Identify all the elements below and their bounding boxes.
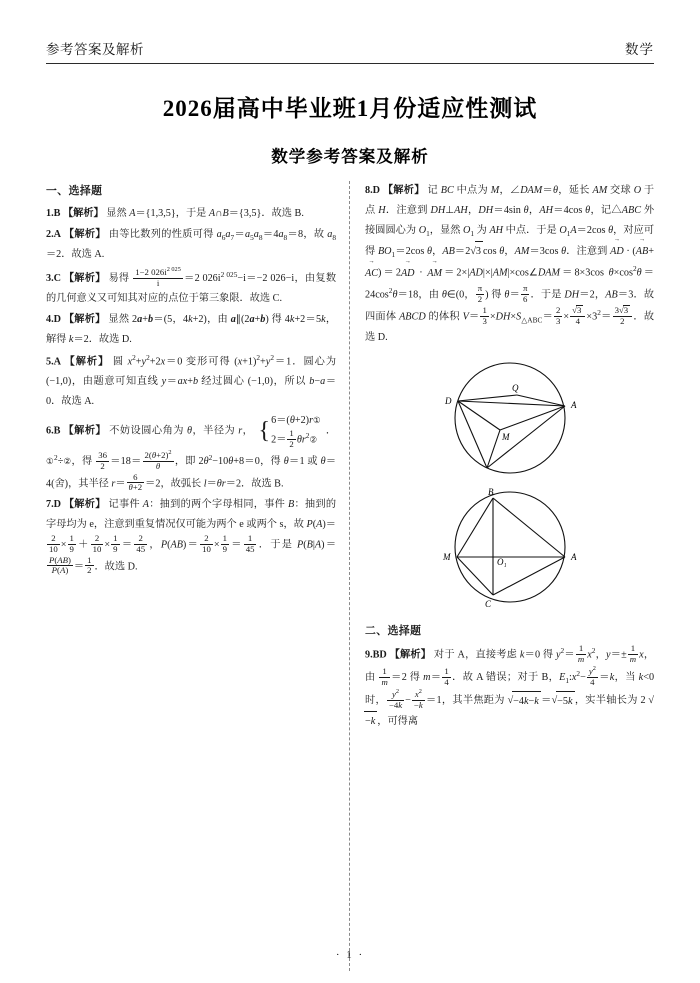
answer-number: 5.A [46,356,61,368]
figures-container [365,358,654,613]
two-column-body [46,181,654,971]
figure2-label-O1: O₁ [496,556,507,567]
circle-diagram-2 [405,485,615,613]
answer-tag: 【解析】 [389,648,432,660]
section-heading-multi-choice: 二、选择题 [365,624,422,637]
answer-tag: 【解析】 [64,356,110,368]
figure1-label-A: A [570,399,576,410]
answer-item-9: 9.BD 【解析】 对于 A，直接考虑 k＝0 得 $y^2=$ $\frac{1}{m}$ $x^2$，y＝± $\frac{1}{m}$ x，由 $\frac{1}{m}$ ＝2 得 m＝ $\frac{1}{4}$ ．故 A 错误；对于 B，$E_1:x^2-$ $\frac{y^2}{4}$ ＝k，当 k<0 时， $\frac{y^2}{-4k}$ − $\frac{x^2}{-k}$ ＝1，其半焦距为 √−4k−k ＝√−5k ，实半轴长为 2 √−k ，可得离 [365,644,654,733]
answer-number: 3.C [46,273,61,285]
answer-item-4: 4.D 【解析】 显然 2a+b＝(5，4k+2)，由 a∥(2a+b) 得 4k+2＝5k，解得 k＝2．故选 D. [46,314,337,346]
answer-number: 2.A [46,228,61,240]
answer-number: 7.D [46,498,61,510]
answer-item-8: 8.D 【解析】 记 BC 中点为 M，∠DAM＝θ，延长 AM 交球 O 于点 H．注意到 DH⊥AH，DH＝4sin θ，AH＝4cos θ，记△ABC 外接圆圆心为 $O_1$，显然 $O_1$ 为 AH 中点．于是 $O_1A=2\cos$ θ，对应可得 $BO_1=2\cos$ θ，AB＝2√3 cos θ，AM＝3cos θ．注意到 AD → · (AB →+AC →)＝2AD → · AM →＝2×|AD|×|AM|×cos∠DAM＝8×3cos $\theta\times\cos^2\theta=24\cos^2\theta=18$，由 θ∈(0， $\frac{\pi}{2}$ ) 得 θ＝ $\frac{\pi}{6}$ ．于是 DH＝2，AB＝3．故四面体 ABCD 的体积 V＝ $\frac{1}{3}$ $\times DH\times S_{\triangle ABC}=$ $\frac{2}{3}$ × $\frac{√3}{4}$ $\times 3^2=$ $\frac{3√3}{2}$ ．故选 D. [365,181,654,348]
answer-tag: 【解析】 [63,498,106,510]
answer-tag: 【解析】 [63,314,106,326]
left-column [46,181,350,971]
circle-diagram-1 [405,358,615,481]
answer-item-5: 5.A 【解析】 圆 $x^2+y^2+2x=0$ 变形可得 $(x+1)^2+y^2=1$．圆心为 (−1,0)，由题意可知直线 y＝ax+b 经过圆心 (−1,0)，所以 b−a＝0．故选 A. [46,352,337,408]
figure2-label-C: C [484,598,491,609]
page-title: 2026届高中毕业班1月份适应性测试 [162,96,538,121]
answer-item-7: 7.D 【解析】 记事件 A：抽到的两个字母相同，事件 B：抽到的字母均为 e，注意到重复情况仅可能为两个 e 或两个 s，故 P(A)＝ $\frac{2}{10}$ × $\frac{1}{9}$ ＋ $\frac{2}{10}$ × $\frac{1}{9}$ ＝ $\frac{2}{45}$ ，P(AB)＝ $\frac{2}{10}$ × $\frac{1}{9}$ ＝ $\frac{1}{45}$ ．于是 P(B|A)＝ $\frac{P(AB)}{P(A)}$ ＝ $\frac{1}{2}$ ．故选 D. [46,498,337,576]
answer-number: 8.D [365,185,380,196]
answer-tag: 【解析】 [63,273,106,285]
figure1-label-Q: Q [511,382,518,393]
equation-system: { 6＝(θ+2)r① 2＝ $\frac{1}{2}$ $\theta r^2②$ [258,414,321,449]
answer-tag: 【解析】 [382,185,425,196]
page-number: · 1 · [335,949,365,961]
answer-item-6: 6.B 【解析】 不妨设圆心角为 θ，半径为 r， { 6＝(θ+2)r① 2＝ $\frac{1}{2}$ $\theta r^2②$ ．①$^2$÷②，得 $\frac{36}{2}$ ＝18＝ $\frac{2(\theta+2)^2}{\theta}$ ，即 $2\theta^2-10\theta+8=0$，得 θ＝1 或 θ＝4(舍)，其半径 r＝ $\frac{6}{\theta+2}$ ＝2，故弧长 l＝θr＝2．故选 B. [46,414,337,493]
answer-tag: 【解析】 [62,208,104,220]
figure1-label-D: D [444,395,451,406]
answer-item-3: 3.C 【解析】 易得 $\frac{1-2 026i^{2 025}}{i}$ ＝2 $026i^{2 025}-i=-2$ 026−i，由复数的几何意义又可知其对应的点位于第三象限．故选 C. [46,266,337,305]
figure2-label-B: B [487,486,493,497]
figure2-label-A: A [570,551,576,562]
answer-number: 4.D [46,314,61,326]
answer-item-2: 2.A 【解析】 由等比数列的性质可得 $a_6a_7=a_5a_8=4a_8=8$，故 $a_8=2$．故选 A. [46,228,337,261]
answer-tag: 【解析】 [63,228,106,240]
page-subtitle: 数学参考答案及解析 [271,147,429,166]
answer-number: 6.B [46,425,61,437]
running-header-right: 数学 [625,42,654,57]
answer-item-1: 1.B 【解析】 显然 A＝{1,3,5}，于是 A∩B＝{3,5}．故选 B. [46,208,304,220]
answer-number: 9.BD [365,648,387,660]
running-header-left: 参考答案及解析 [46,42,144,57]
right-column [350,181,654,971]
running-header [46,38,654,64]
answer-number: 1.B [46,208,61,220]
section-heading-choice: 一、选择题 [46,185,103,197]
figure1-label-M: M [501,431,509,442]
answer-tag: 【解析】 [63,425,107,437]
figure2-label-M: M [442,551,450,562]
